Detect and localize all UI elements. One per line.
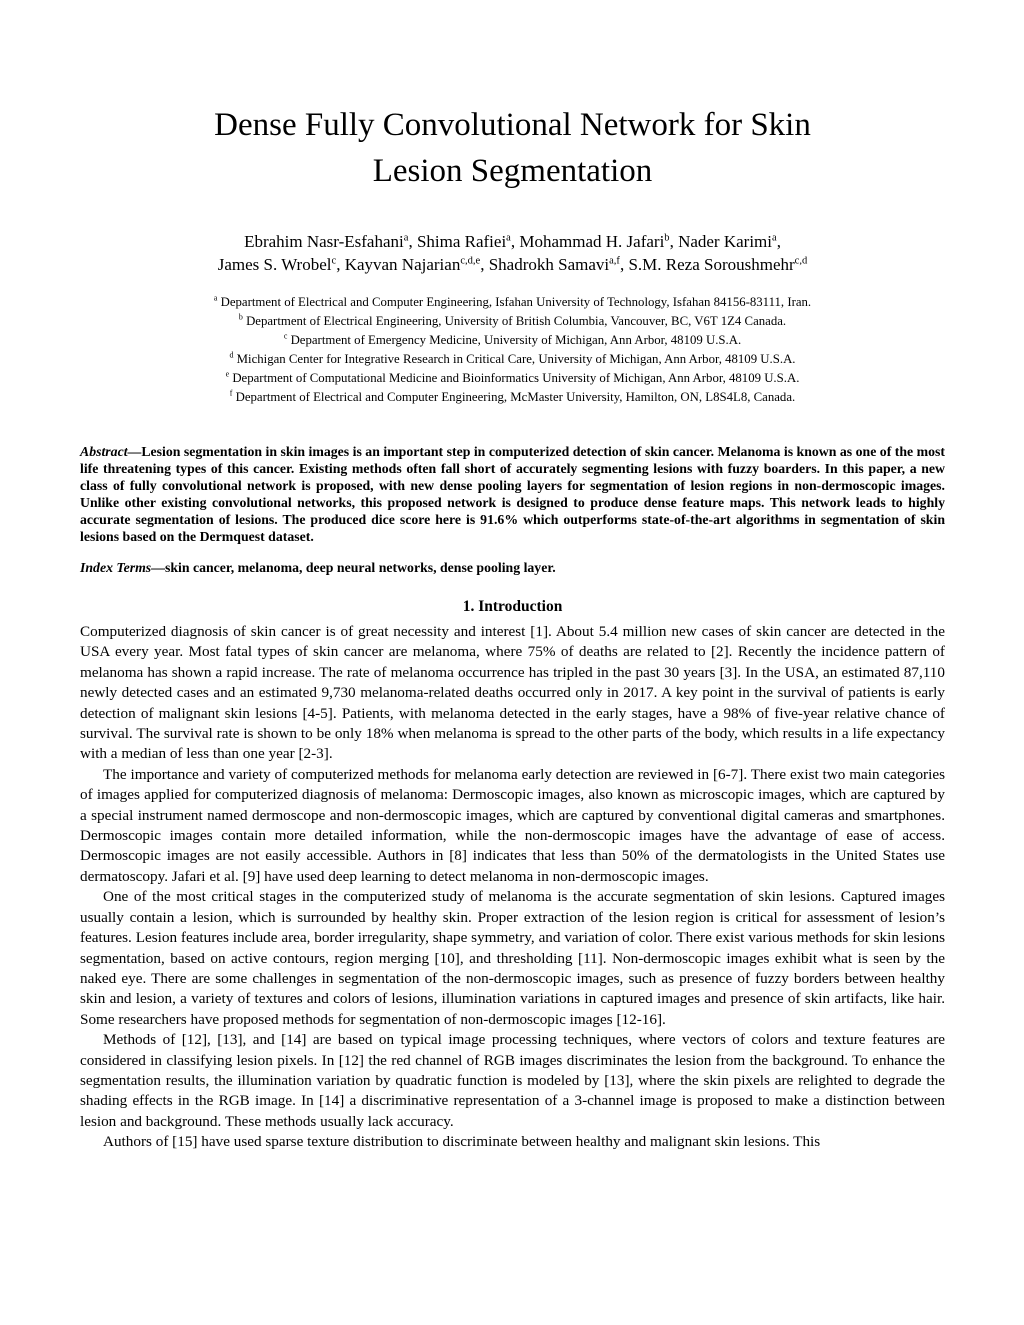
author-block	[80, 230, 945, 276]
affiliation-superscript: c	[283, 331, 288, 341]
introduction-body	[80, 622, 945, 1153]
author-name: James S. Wrobel	[217, 255, 332, 274]
paper-title	[80, 102, 945, 194]
author-name: Shadrokh Samavi	[488, 255, 610, 274]
affiliation-superscript: f	[229, 388, 233, 398]
paragraph: Authors of [15] have used sparse texture distribution to discriminate between healthy and malignant skin lesions. This	[103, 1133, 821, 1151]
paper-title-line2: Lesion Segmentation	[372, 153, 653, 189]
author-name: Nader Karimi	[678, 232, 772, 251]
author-affiliation-superscript: c	[331, 255, 337, 267]
author	[345, 255, 489, 274]
paragraph: One of the most critical stages in the computerized study of melanoma is the accurate segmentation of skin lesions. Captured images usually contain a lesion, which is surrounded by healthy skin. Proper extraction of the lesion region is critical for assessment of lesion’s features. Lesion features include area, border irregularity, shape symmetry, and variation of color. There exist various methods for skin lesions segmentation, based on active contours, region merging [10], and thresholding [11]. Non-dermoscopic images exhibit what is seen by the naked eye. There are some challenges in segmentation of the non-dermoscopic images, such as presence of fuzzy borders between healthy skin and lesion, a variety of textures and colors of lesions, illumination variations in captured images and presence of skin artifacts, like hair. Some researchers have proposed methods for segmentation of non-dermoscopic images [12-16].	[80, 888, 945, 1028]
author	[244, 232, 417, 251]
author-separator: ,	[669, 232, 679, 251]
affiliation-superscript: e	[225, 369, 230, 379]
affiliation-line	[80, 350, 945, 369]
affiliation-line	[80, 388, 945, 407]
author	[489, 255, 629, 274]
author-affiliation-superscript: c,d	[794, 255, 808, 267]
abstract-text: —Lesion segmentation in skin images is an important step in computerized detection of skin cancer. Melanoma is known as one of the most life threatening types of this cancer. Existing methods often fall short of accurately segmenting lesions with fuzzy boarders. In this paper, a new class of fully convolutional network is proposed, with new dense pooling layers for segmentation of lesion regions in non-dermoscopic images. Unlike other existing convolutional networks, this proposed network is designed to produce dense feature maps. This network leads to highly accurate segmentation of lesions. The produced dice score here is 91.6% which outperforms state-of-the-art algorithms in segmentation of skin lesions based on the Dermquest dataset.	[80, 444, 945, 544]
abstract-label: Abstract	[80, 444, 128, 459]
author	[628, 255, 807, 274]
paper-title-line1: Dense Fully Convolutional Network for Skin	[214, 107, 811, 143]
author-affiliation-superscript: a,f	[609, 255, 620, 267]
author-affiliation-superscript: a	[772, 232, 777, 244]
affiliation-text: Department of Emergency Medicine, University of Michigan, Ann Arbor, 48109 U.S.A.	[290, 333, 742, 347]
author	[417, 232, 519, 251]
author	[678, 232, 781, 251]
affiliation-text: Department of Electrical and Computer Engineering, McMaster University, Hamilton, ON, L8S4L8, Canada.	[235, 390, 796, 404]
paragraph: Computerized diagnosis of skin cancer is of great necessity and interest [1]. About 5.4 million new cases of skin cancer are detected in the USA every year. Most fatal types of skin cancer are melanoma, where 75% of deaths are related to [2]. Recently the incidence pattern of melanoma has shown a rapid increase. The rate of melanoma occurrence has tripled in the past 30 years [3]. In the USA, an estimated 87,110 newly detected cases and an estimated 9,730 melanoma-related deaths occurred only in 2017. A key point in the survival of patients is early detection of malignant skin lesions [4-5]. Patients, with melanoma detected in the early stages, have a 98% of five-year relative chance of survival. The survival rate is shown to be only 18% when melanoma is spread to the other parts of the body, which results in a life expectancy with a median of less than one year [2-3].	[80, 623, 945, 763]
affiliation-text: Department of Electrical and Computer Engineering, Isfahan University of Technology, Isfahan 84156-83111, Iran.	[220, 295, 812, 309]
author-line-2	[80, 253, 945, 276]
index-terms	[80, 559, 945, 576]
author-affiliation-superscript: a	[506, 232, 511, 244]
affiliation-text: Michigan Center for Integrative Research in Critical Care, University of Michigan, Ann Arbor, 48109 U.S.A.	[236, 352, 796, 366]
affiliation-line	[80, 293, 945, 312]
author-separator: ,	[619, 255, 629, 274]
author	[519, 232, 678, 251]
paragraph: The importance and variety of computerized methods for melanoma early detection are reviewed in [6-7]. There exist two main categories of images applied for computerized diagnosis of melanoma: Dermoscopic images, also known as microscopic images, which are captured by a special instrument named dermoscope and non-dermoscopic images, which are captured by conventional digital cameras and smartphones. Dermoscopic images contain more detailed information, while the non-dermoscopic images have the advantage of ease of access. Dermoscopic images are not easily accessible. Authors in [8] indicates that less than 50% of the dermatologists in the United States use dermatoscopy. Jafari et al. [9] have used deep learning to detect melanoma in non-dermoscopic images.	[80, 765, 945, 885]
affiliation-line	[80, 331, 945, 350]
affiliations-block	[80, 293, 945, 407]
index-terms-text: —skin cancer, melanoma, deep neural networks, dense pooling layer.	[151, 560, 556, 575]
affiliation-text: Department of Computational Medicine and Bioinformatics University of Michigan, Ann Arbor, 48109 U.S.A.	[232, 371, 800, 385]
index-terms-label: Index Terms	[80, 560, 152, 575]
author-separator: ,	[336, 255, 345, 274]
author-name: S.M. Reza Soroushmehr	[628, 255, 795, 274]
author-name: Shima Rafiei	[416, 232, 507, 251]
affiliation-text: Department of Electrical Engineering, University of British Columbia, Vancouver, BC, V6T 1Z4 Canada.	[246, 314, 787, 328]
author-separator: ,	[776, 232, 781, 251]
affiliation-superscript: b	[238, 312, 243, 322]
author	[218, 255, 345, 274]
affiliation-line	[80, 312, 945, 331]
author-separator: ,	[480, 255, 489, 274]
author-separator: ,	[408, 232, 417, 251]
affiliation-superscript: d	[229, 350, 234, 360]
author-affiliation-superscript: a	[403, 232, 409, 244]
section-heading-introduction: 1. Introduction	[462, 598, 563, 615]
author-affiliation-superscript: c,d,e	[460, 255, 481, 267]
author-name: Ebrahim Nasr-Esfahani	[244, 232, 404, 251]
affiliation-line	[80, 369, 945, 388]
author-line-1	[80, 230, 945, 253]
author-name: Kayvan Najarian	[344, 255, 461, 274]
affiliation-superscript: a	[213, 293, 218, 303]
author-name: Mohammad H. Jafari	[519, 232, 665, 251]
author-separator: ,	[510, 232, 520, 251]
paragraph: Methods of [12], [13], and [14] are based on typical image processing techniques, where vectors of colors and texture features are considered in classifying lesion pixels. In [12] the red channel of RGB images discriminates the lesion from the background. To enhance the segmentation results, the illumination variation by quadratic function is modeled by [13], where the skin pixels are relighted to degrade the shading effects in the RGB image. In [14] a discriminative representation of a 3-channel image is proposed to make a distinction between lesion and background. These methods usually lack accuracy.	[80, 1031, 945, 1130]
author-affiliation-superscript: b	[664, 232, 670, 244]
abstract	[80, 443, 945, 545]
